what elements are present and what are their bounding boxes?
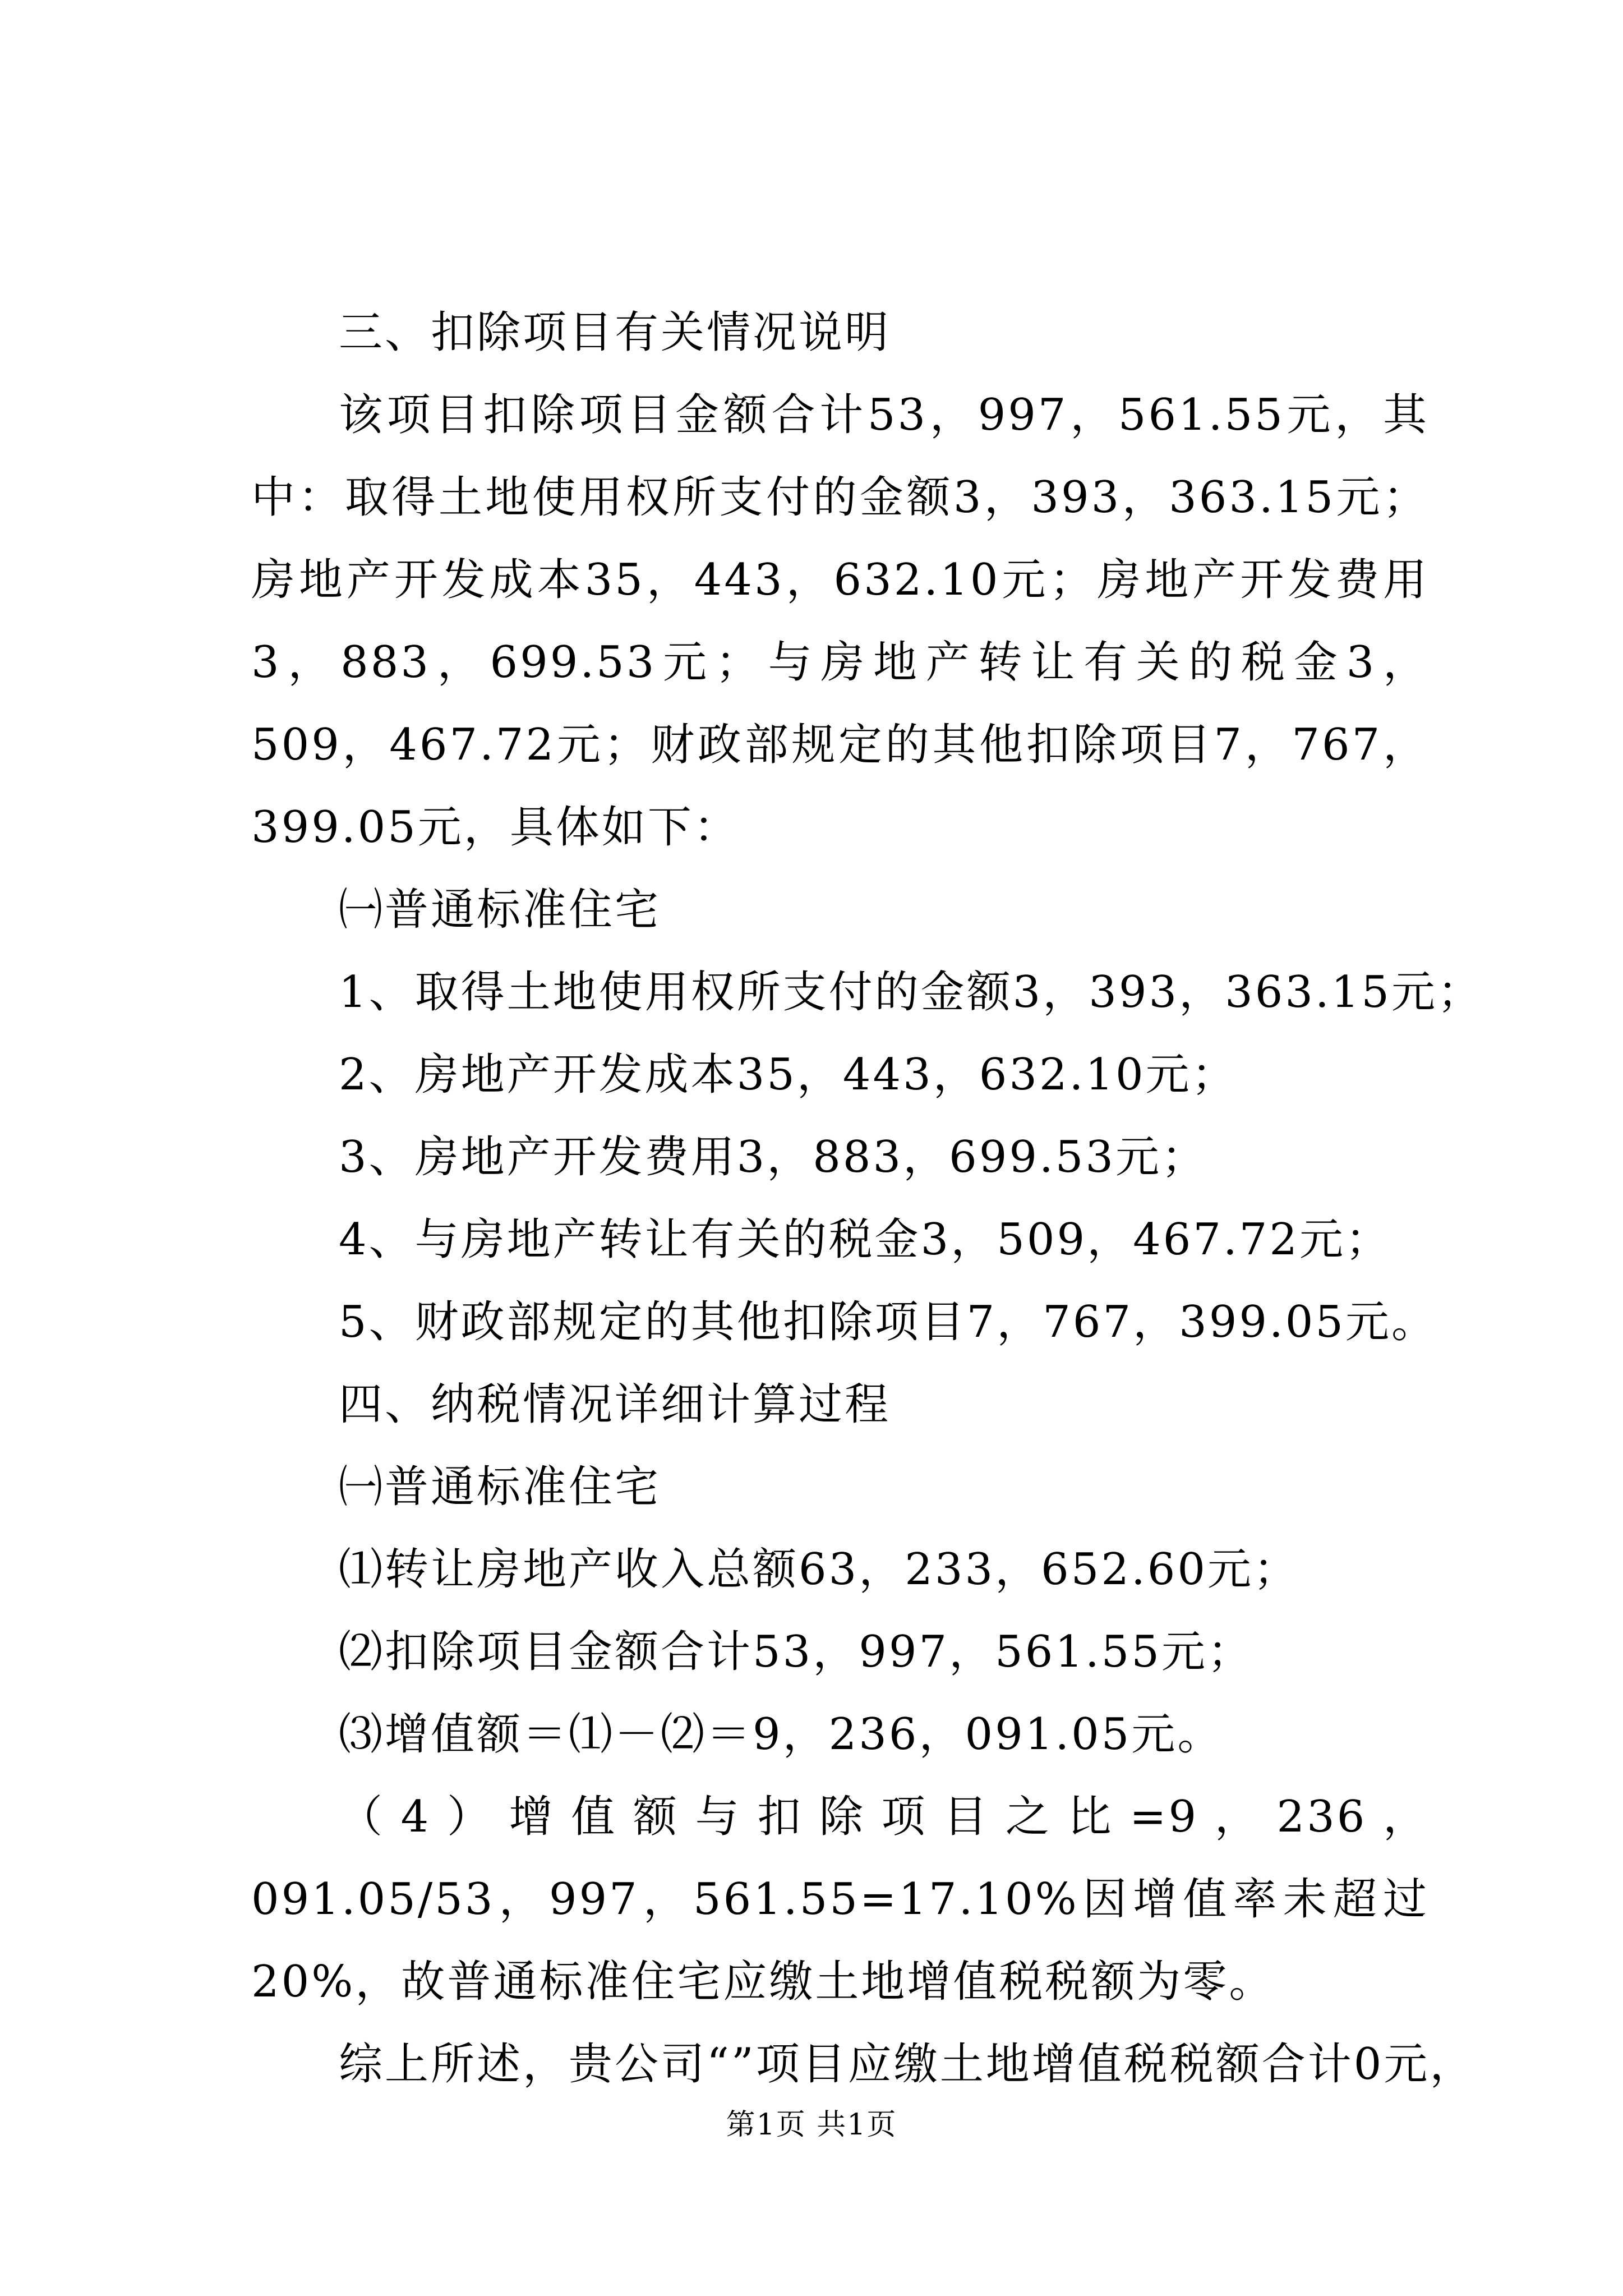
- deduction-item: 3、房地产开发费用3，883，699.53元；: [339, 1132, 1208, 1182]
- calculation-item: ⑵扣除项目金额合计53，997，561.55元；: [339, 1627, 1254, 1677]
- deduction-item: 4、与房地产转让有关的税金3，509，467.72元；: [339, 1214, 1392, 1265]
- calculation-item: ⑴转让房地产收入总额63，233，652.60元；: [339, 1544, 1300, 1595]
- deduction-item: 2、房地产开发成本35，443，632.10元；: [339, 1050, 1238, 1100]
- section-3-intro: 该项目扣除项目金额合计53，997，561.55元，其中：取得土地使用权所支付的金额3，393，363.15元；房地产开发成本35，443，632.10元；房地产开发费用3，883，699.53元；与房地产转让有关的税金3，509，467.72元；财政部规定的其他扣除项目7，767，399.05元，具体如下：: [251, 390, 1429, 853]
- deduction-item: 5、财政部规定的其他扣除项目7，767，399.05元。: [339, 1297, 1438, 1347]
- section-3-subheading: ㈠普通标准住宅: [339, 885, 661, 935]
- section-4-subheading: ㈠普通标准住宅: [339, 1462, 661, 1512]
- page-footer: 第1页 共1页: [726, 2108, 897, 2142]
- document-body: [251, 292, 1484, 2106]
- ratio-paragraph: （4）增值额与扣除项目之比=9，236，091.05/53，997，561.55=17.10%因增值率未超过20%，故普通标准住宅应缴土地增值税税额为零。: [251, 1792, 1429, 2007]
- section-4-heading: 四、纳税情况详细计算过程: [339, 1379, 891, 1430]
- conclusion-paragraph: 综上所述，贵公司“”项目应缴土地增值税税额合计0元，: [339, 2039, 1476, 2090]
- section-3-heading: 三、扣除项目有关情况说明: [339, 307, 891, 358]
- deduction-item: 1、取得土地使用权所支付的金额3，393，363.15元；: [339, 967, 1484, 1018]
- calculation-item: ⑶增值额＝⑴－⑵＝9，236，091.05元。: [339, 1709, 1224, 1760]
